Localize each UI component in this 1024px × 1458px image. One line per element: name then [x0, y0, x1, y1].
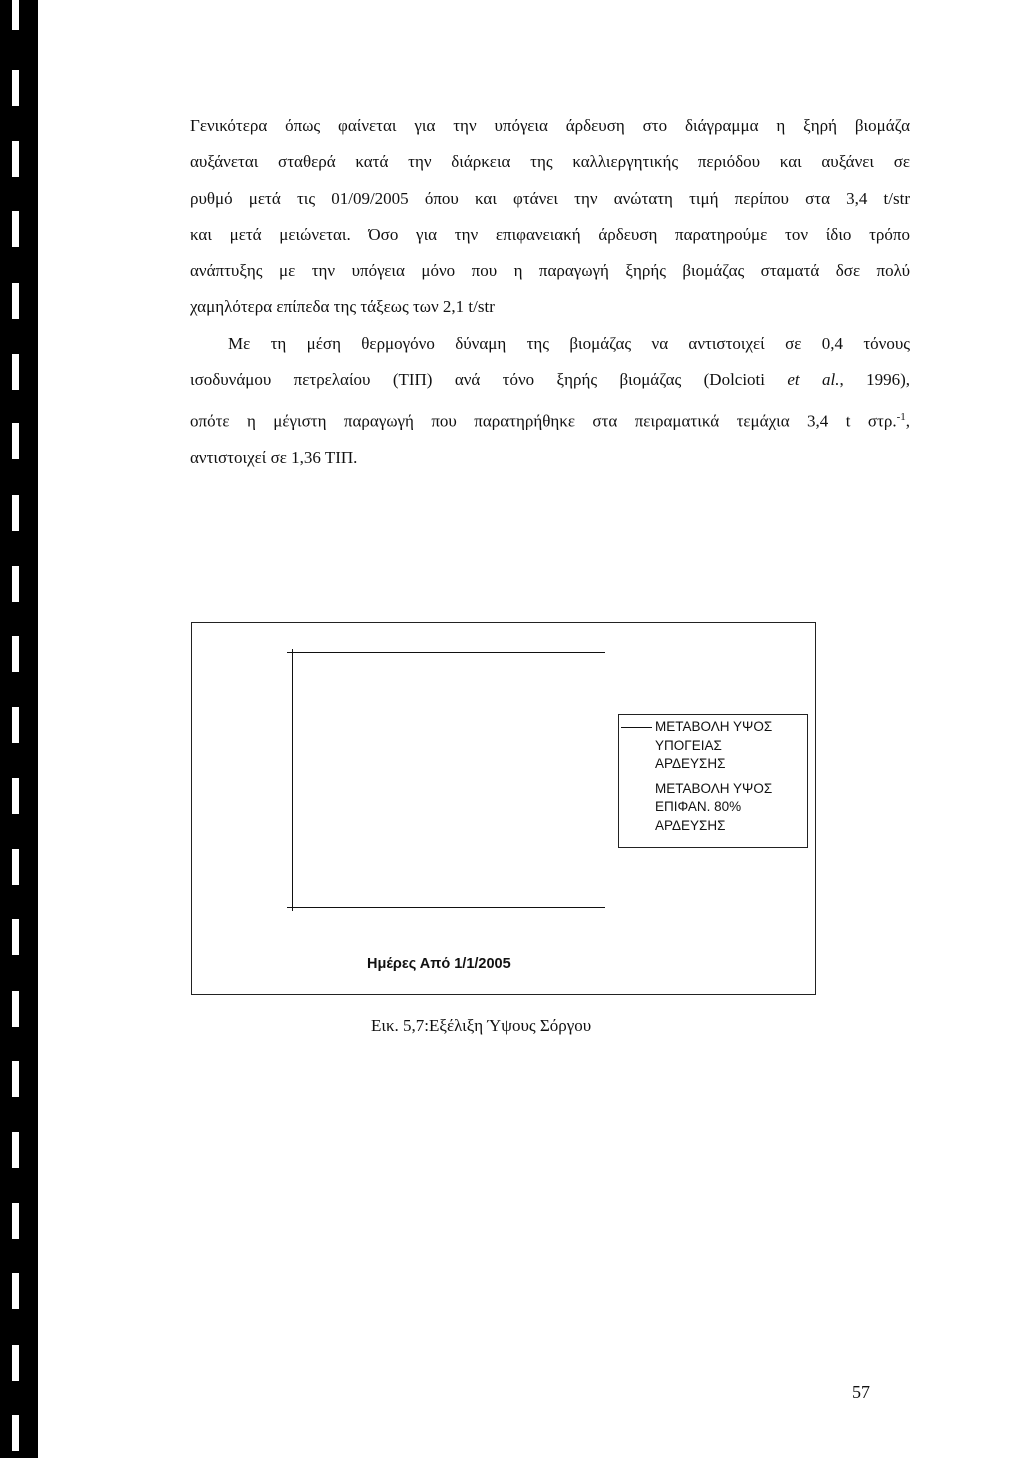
film-hole: [12, 636, 19, 672]
plot-bottom-axis: [287, 907, 605, 908]
paragraph-line: Με τη μέση θερμογόνο δύναμη της βιομάζας να αντιστοιχεί σε 0,4 τόνους: [228, 334, 910, 353]
film-hole: [12, 1273, 19, 1309]
legend-label: ΥΠΟΓΕΙΑΣ: [655, 737, 722, 753]
legend-label: ΑΡΔΕΥΣΗΣ: [655, 817, 726, 833]
film-hole: [12, 211, 19, 247]
film-hole: [12, 991, 19, 1027]
film-hole: [12, 141, 19, 177]
paragraph-line: ρυθμό μετά τις 01/09/2005 όπου και φτάνει την ανώτατη τιμή περίπου στα 3,4 t/str: [190, 188, 910, 208]
paragraph-line: [190, 362, 910, 398]
film-hole: [12, 778, 19, 814]
page-number: 57: [852, 1382, 870, 1402]
film-hole: [12, 919, 19, 955]
text-run: ισοδυνάμου πετρελαίου (ΤΙΠ) ανά τόνο ξηρής βιομάζας (Dolcioti: [190, 370, 788, 390]
text-run: , 1996),: [839, 370, 911, 390]
plot-top-edge: [287, 652, 605, 653]
legend-line-swatch: [621, 727, 652, 728]
film-hole: [12, 1061, 19, 1097]
figure-caption: Εικ. 5,7:Εξέλιξη Ύψους Σόργου: [371, 1016, 592, 1035]
x-axis-label: Ημέρες Από 1/1/2005: [367, 956, 511, 972]
paragraph-line: [190, 399, 910, 440]
film-hole: [12, 1203, 19, 1239]
citation-italic: et al.: [787, 370, 840, 390]
superscript: -1: [896, 410, 906, 423]
paragraph-line: και μετά μειώνεται. Όσο για την επιφανειακή άρδευση παρατηρούμε τον ίδιο τρόπο: [190, 224, 910, 244]
paragraph-line: ανάπτυξης με την υπόγεια μόνο που η παραγωγή ξηρής βιομάζας σταματά δσε πολύ: [190, 261, 910, 281]
film-hole: [12, 423, 19, 459]
film-hole: [12, 0, 19, 30]
paragraph-line: αντιστοιχεί σε 1,36 ΤΙΠ.: [190, 447, 358, 467]
paragraph-1: [190, 108, 910, 326]
paragraph-line: χαμηλότερα επίπεδα της τάξεως των 2,1 t/str: [190, 297, 495, 317]
legend-label: ΑΡΔΕΥΣΗΣ: [655, 756, 726, 771]
chart-legend: [618, 714, 808, 848]
plot-left-axis: [292, 649, 293, 911]
text-run: ,: [905, 411, 910, 431]
film-hole: [12, 849, 19, 885]
film-hole: [12, 1345, 19, 1381]
film-hole: [12, 1132, 19, 1168]
film-hole: [12, 566, 19, 602]
text-run: οπότε η μέγιστη παραγωγή που παρατηρήθηκε στα πειραματικά τεμάχια 3,4 t στρ.: [190, 411, 897, 431]
legend-label: ΜΕΤΑΒΟΛΗ ΥΨΟΣ: [655, 780, 773, 796]
film-hole: [12, 1415, 19, 1451]
film-hole: [12, 495, 19, 531]
film-hole: [12, 70, 19, 106]
paragraph-line: Γενικότερα όπως φαίνεται για την υπόγεια άρδευση στο διάγραμμα η ξηρή βιομάζα: [190, 116, 910, 135]
film-hole: [12, 707, 19, 743]
legend-label: ΜΕΤΑΒΟΛΗ ΥΨΟΣ: [655, 719, 773, 734]
paragraph-line: αυξάνεται σταθερά κατά την διάρκεια της καλλιεργητικής περιόδου και αυξάνει σε: [190, 152, 910, 172]
paragraph-2: [190, 326, 910, 476]
legend-entry-subsurface: [655, 718, 807, 774]
film-hole: [12, 283, 19, 319]
film-hole: [12, 354, 19, 390]
legend-label: ΕΠΙΦΑΝ. 80%: [655, 799, 742, 814]
legend-entry-surface: [655, 780, 807, 836]
